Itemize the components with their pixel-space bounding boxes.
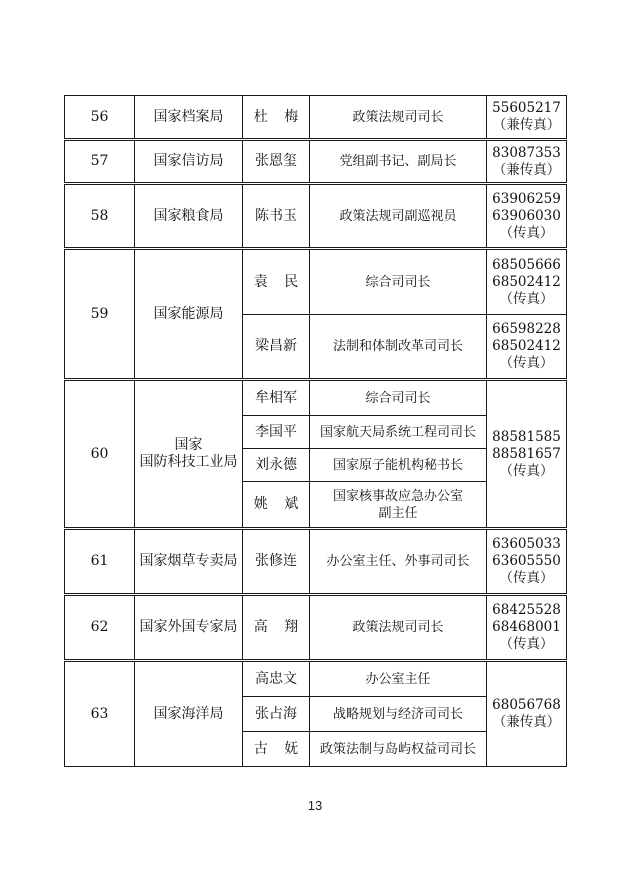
text-line: 68502412: [492, 338, 561, 354]
text-line: 国家航天局系统工程司司长: [319, 424, 476, 440]
text-line: 66598228: [492, 321, 561, 337]
person-name-text: 高 翔: [253, 619, 305, 635]
text-line: 88581657: [492, 445, 561, 462]
sequence-number: 60: [65, 380, 135, 529]
text-line: 政策法规司司长: [352, 109, 444, 125]
person-name: [243, 661, 310, 697]
text-line: 国家档案局: [153, 108, 224, 125]
job-title: [310, 416, 487, 449]
table-row: [65, 529, 567, 595]
person-name: [243, 249, 310, 315]
person-name-text: 杜 梅: [253, 108, 305, 125]
phone-number: [487, 140, 567, 184]
person-name-text: 牟相军: [255, 389, 297, 406]
text-line: （传真）: [499, 636, 554, 652]
text-line: 国家原子能机构秘书长: [332, 457, 463, 473]
job-title: [310, 697, 487, 732]
contact-table-body: [65, 96, 567, 767]
organization-name: [135, 140, 243, 184]
text-line: （传真）: [499, 355, 554, 371]
text-line: 88581585: [492, 428, 561, 445]
organization-name: [135, 184, 243, 249]
text-line: 国家海洋局: [153, 705, 224, 722]
text-line: 55605217: [492, 100, 561, 116]
sequence-number: 62: [65, 595, 135, 661]
job-title: [310, 595, 487, 661]
person-name-text: 李国平: [255, 423, 297, 440]
job-title: [310, 249, 487, 315]
organization-name: [135, 529, 243, 595]
page-number: 13: [307, 798, 323, 813]
job-title: [310, 661, 487, 697]
organization-name: [135, 96, 243, 140]
text-line: 68425528: [492, 602, 561, 618]
text-line: 68505666: [492, 256, 561, 273]
person-name: [243, 140, 310, 184]
text-line: （传真）: [499, 570, 554, 586]
text-line: 办公室主任: [365, 671, 431, 687]
text-line: 办公室主任、外事司司长: [326, 554, 470, 569]
job-title: [310, 140, 487, 184]
text-line: 68502412: [492, 273, 561, 290]
person-name-text: 梁昌新: [255, 338, 297, 354]
job-title: [310, 184, 487, 249]
text-line: 法制和体制改革司司长: [332, 339, 463, 354]
text-line: 副主任: [378, 505, 418, 521]
text-line: 68056768: [492, 697, 561, 713]
text-line: 政策法制与岛屿权益司司长: [319, 741, 476, 757]
table-row: [65, 96, 567, 140]
text-line: 综合司司长: [365, 390, 431, 406]
job-title: [310, 96, 487, 140]
job-title: [310, 482, 487, 529]
phone-number: [487, 184, 567, 249]
sequence-number: 56: [65, 96, 135, 140]
job-title: [310, 315, 487, 380]
text-line: 国家: [174, 437, 203, 453]
person-name-text: 古 妩: [253, 740, 305, 757]
person-name: [243, 184, 310, 249]
text-line: 国家能源局: [153, 305, 224, 322]
person-name: [243, 449, 310, 482]
job-title: [310, 529, 487, 595]
job-title: [310, 732, 487, 767]
person-name: [243, 595, 310, 661]
text-line: （传真）: [499, 290, 554, 307]
organization-name: [135, 595, 243, 661]
text-line: 63906259: [492, 190, 561, 207]
person-name-text: 张恩玺: [255, 153, 297, 169]
text-line: 63605033: [492, 536, 561, 552]
person-name-text: 袁 民: [253, 273, 305, 290]
person-name: [243, 482, 310, 529]
person-name-text: 姚 斌: [253, 496, 305, 512]
text-line: 政策法规司司长: [352, 620, 444, 635]
table-row: [65, 595, 567, 661]
text-line: 党组副书记、副局长: [339, 154, 457, 169]
table-row: [65, 249, 567, 315]
phone-number: [487, 380, 567, 529]
sequence-number: 57: [65, 140, 135, 184]
text-line: （传真）: [499, 224, 554, 241]
text-line: 战略规划与经济司司长: [332, 706, 463, 722]
person-name-text: 高忠文: [255, 670, 297, 687]
table-row: [65, 380, 567, 416]
person-name: [243, 315, 310, 380]
text-line: 国家信访局: [153, 153, 224, 169]
person-name: [243, 416, 310, 449]
sequence-number: 59: [65, 249, 135, 380]
sequence-number: 61: [65, 529, 135, 595]
text-line: 83087353: [492, 144, 561, 161]
phone-number: [487, 315, 567, 380]
phone-number: [487, 249, 567, 315]
phone-number: [487, 529, 567, 595]
text-line: 国家烟草专卖局: [139, 553, 238, 569]
text-line: （兼传真）: [492, 161, 561, 178]
table-row: [65, 140, 567, 184]
sequence-number: 58: [65, 184, 135, 249]
person-name-text: 刘永德: [255, 456, 297, 473]
text-line: 国家核事故应急办公室: [332, 488, 463, 504]
organization-name: [135, 249, 243, 380]
contact-table: [64, 95, 567, 767]
person-name-text: 陈书玉: [255, 207, 297, 224]
person-name: [243, 380, 310, 416]
person-name: [243, 96, 310, 140]
text-line: 68468001: [492, 619, 561, 635]
sequence-number: 63: [65, 661, 135, 767]
phone-number: [487, 96, 567, 140]
person-name-text: 张修连: [255, 553, 297, 569]
phone-number: [487, 595, 567, 661]
person-name: [243, 697, 310, 732]
job-title: [310, 380, 487, 416]
organization-name: [135, 380, 243, 529]
person-name: [243, 529, 310, 595]
table-row: [65, 661, 567, 697]
job-title: [310, 449, 487, 482]
person-name-text: 张占海: [255, 705, 297, 722]
text-line: （兼传真）: [492, 117, 561, 133]
text-line: 综合司司长: [365, 274, 431, 290]
text-line: 63605550: [492, 553, 561, 569]
text-line: （传真）: [499, 462, 554, 479]
text-line: 国家外国专家局: [139, 619, 238, 635]
table-row: [65, 184, 567, 249]
text-line: （兼传真）: [492, 714, 561, 730]
text-line: 政策法规司副巡视员: [339, 208, 457, 224]
phone-number: [487, 661, 567, 767]
text-line: 国家粮食局: [153, 207, 224, 224]
person-name: [243, 732, 310, 767]
organization-name: [135, 661, 243, 767]
text-line: 63906030: [492, 207, 561, 224]
text-line: 国防科技工业局: [139, 454, 238, 470]
